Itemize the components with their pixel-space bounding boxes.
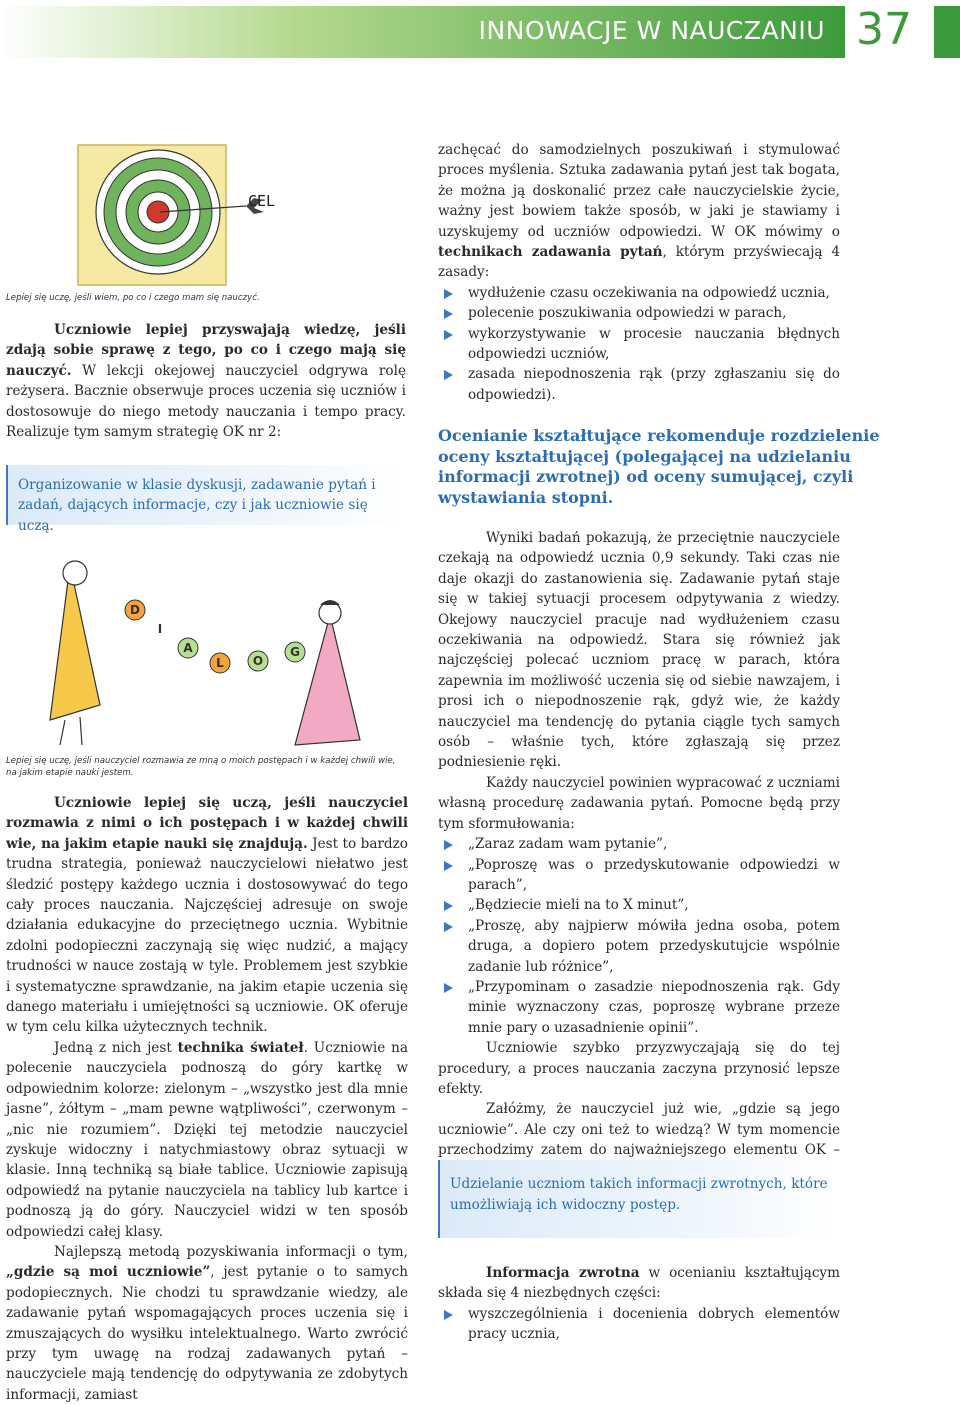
strategy-box-3: Udzielanie uczniom takich informacji zwrotnych, które umożliwiają ich widoczny postęp. — [438, 1160, 838, 1238]
dialog-illustration — [40, 545, 380, 750]
highlight-heading: Ocenianie kształtujące rekomenduje rozdzielenie oceny kształtującej (polegającej na udzielaniu informacji zwrotnej) od oceny sumującej, czyli wystawiania stopni. — [438, 426, 880, 507]
list-item: „Proszę, aby najpierw mówiła jedna osoba, potem druga, a dopiero potem przedyskutujcie wspólnie zadanie lub różnice”, — [438, 916, 840, 977]
target-illustration — [78, 140, 318, 290]
right-para-1: zachęcać do samodzielnych poszukiwań i stymulować proces myślenia. Sztuka zadawania pytań jest tak bogata, że można ją doskonalić przez całe nauczycielskie życie, ważny jest bowiem także sposób, w jaki je stawiamy i uzyskujemy od uczniów odpowiedzi. W OK mówimy o technikach zadawania pytań, którym przyświecają 4 zasady: wydłużenie czasu oczekiwania na odpowiedź ucznia, polecenie poszukiwania odpowiedzi w parach, wykorzystywanie w procesie nauczania błędnych odpowiedzi uczniów, zasada niepodnoszenia rąk (przy zgłaszaniu się do odpowiedzi). — [438, 140, 840, 405]
list-item: wykorzystywanie w procesie nauczania błędnych odpowiedzi uczniów, — [438, 324, 840, 365]
header-bar — [0, 6, 845, 58]
dialog-letter-i: I — [157, 622, 163, 636]
left-para-1: Uczniowie lepiej przyswajają wiedzę, jeśli zdają sobie sprawę z tego, po co i czego mają się nauczyć. W lekcji okejowej nauczyciel odgrywa rolę reżysera. Bacznie obserwuje proces uczenia się uczniów i dostosowuje do niego metody nauczania i tempo pracy. Realizuje tym samym strategię OK nr 2: — [6, 322, 406, 441]
corner-mark — [934, 6, 960, 58]
list-item: „Przypominam o zasadzie niepodnoszenia rąk. Gdy minie wyznaczony czas, poproszę wybrane przeze mnie pary o uzasadnienie opinii”. — [438, 977, 840, 1038]
feedback-parts-list — [438, 1304, 840, 1345]
section-title: INNOWACJE W NAUCZANIU — [478, 16, 825, 45]
dialog-letter-a: A — [183, 641, 193, 655]
list-item: wyszczególnienia i docenienia dobrych elementów pracy ucznia, — [438, 1304, 840, 1345]
right-para-2: Wyniki badań pokazują, że przeciętnie nauczyciele czekają na odpowiedź ucznia 0,9 sekundy. Taki czas nie daje okazji do zastanowienia się. Zadawanie pytań staje się w takiej sytuacji procesem odpytywania z wiedzy. Okejowy nauczyciel pracuje nad wydłużeniem czasu oczekiwania na odpowiedź. Stara się również jak najczęściej polecać uczniom pracę w parach, która zapewnia im możliwość uczenia się od siebie nawzajem, i prosi ich o niepodnoszenie rąk, gdyż wie, że każdy nauczyciel ma tendencję do pytania ciągle tych samych osób – właśnie tych, które zgłaszają się przez podniesienie ręki. Każdy nauczyciel powinien wypracować z uczniami własną procedurę zadawania pytań. Pomocne będą przy tym sformułowania: „Zaraz zadam wam pytanie”, „Poproszę was o przedyskutowanie odpowiedzi w parach”, „Będziecie mieli na to X minut”, „Proszę, aby najpierw mówiła jedna osoba, potem druga, a dopiero potem przedyskutujcie wspólnie zadanie lub różnice”, „Przypominam o zasadzie niepodnoszenia rąk. Gdy minie wyznaczony czas, poproszę wybrane przeze mnie pary o uzasadnienie opinii”. Uczniowie szybko przyzwyczajają się do tej procedury, a proces nauczania zaczyna przynosić lepsze efekty. Załóżmy, że nauczyciel już wie, „gdzie są jego uczniowie”. Ale czy oni też to wiedzą? W tym momencie przechodzimy zatem do najważniejszego elementu OK – — [438, 530, 840, 1159]
list-item: zasada niepodnoszenia rąk (przy zgłaszaniu się do odpowiedzi). — [438, 364, 840, 405]
target-label: CEL — [248, 192, 276, 210]
dialog-letter-o: O — [252, 654, 264, 668]
dialog-letter-l: L — [216, 656, 224, 670]
dialog-letter-d: D — [130, 603, 140, 617]
right-para-3: Informacja zwrotna w ocenianiu kształtującym składa się 4 niezbędnych części: wyszczególnienia i docenienia dobrych elementów pracy ucznia, — [438, 1263, 840, 1345]
caption-dialog: Lepiej się uczę, jeśli nauczyciel rozmawia ze mną o moich postępach i w każdej chwili wie, na jakim etapie nauki jestem. — [6, 756, 396, 778]
left-para-2: Uczniowie lepiej się uczą, jeśli nauczyciel rozmawia z nimi o ich postępach i w każdej chwili wie, na jakim etapie nauki się znajdują. Jest to bardzo trudna strategia, ponieważ nauczycielowi niełatwo jest śledzić postępy każdego ucznia i dostosowywać do tego cały proces nauczania. Najczęściej adresuje on swoje działania edukacyjne do przeciętnego ucznia. Wybitnie zdolni podopieczni zaczynają się więc nudzić, a mający trudności w nauce zostają w tyle. Problemem jest szybkie i systematyczne sprawdzanie, na jakim etapie uczenia się danego materiału i umiejętności są uczniowie. OK oferuje w tym celu kilka użytecznych technik. Jedną z nich jest technika świateł. Uczniowie na polecenie nauczyciela podnoszą do góry kartkę w odpowiednim kolorze: zielonym – „wszystko jest dla mnie jasne”, żółtym – „mam pewne wątpliwości”, czerwonym – „nic nie rozumiem”. Dzięki tej metodzie nauczyciel zyskuje widoczny i natychmiastowy obraz sytuacji w klasie. Inną techniką są białe tablice. Uczniowie zapisują odpowiedź na pytanie nauczyciela na tablicy lub kartce i podnoszą ją do góry. Nauczyciel widzi w ten sposób odpowiedzi całej klasy. Najlepszą metodą pozyskiwania informacji o tym, „gdzie są moi uczniowie”, jest pytanie o to samych podopiecznych. Nie chodzi tu sprawdzanie wiedzy, ale zadawanie pytań wspomagających proces uczenia się i zmuszających do wysiłku intelektualnego. Warto zwrócić przy tym uwagę na rodzaj zadawanych pytań – nauczyciele mają tendencję do odpytywania ze zdobytych informacji, zamiast — [6, 795, 408, 1403]
list-item: „Będziecie mieli na to X minut”, — [438, 895, 840, 915]
list-item: wydłużenie czasu oczekiwania na odpowiedź ucznia, — [438, 283, 840, 303]
phrases-list — [438, 834, 840, 1038]
strategy-box-2: Organizowanie w klasie dyskusji, zadawanie pytań i zadań, dających informacje, czy i jak uczniowie się uczą. — [6, 465, 408, 525]
list-item: polecenie poszukiwania odpowiedzi w parach, — [438, 303, 840, 323]
dialog-letter-g: G — [290, 645, 300, 659]
page-number: 37 — [856, 4, 912, 55]
list-item: „Zaraz zadam wam pytanie”, — [438, 834, 840, 854]
caption-target: Lepiej się uczę, jeśli wiem, po co i czego mam się nauczyć. — [6, 293, 260, 303]
question-rules-list — [438, 283, 840, 405]
list-item: „Poproszę was o przedyskutowanie odpowiedzi w parach”, — [438, 855, 840, 896]
